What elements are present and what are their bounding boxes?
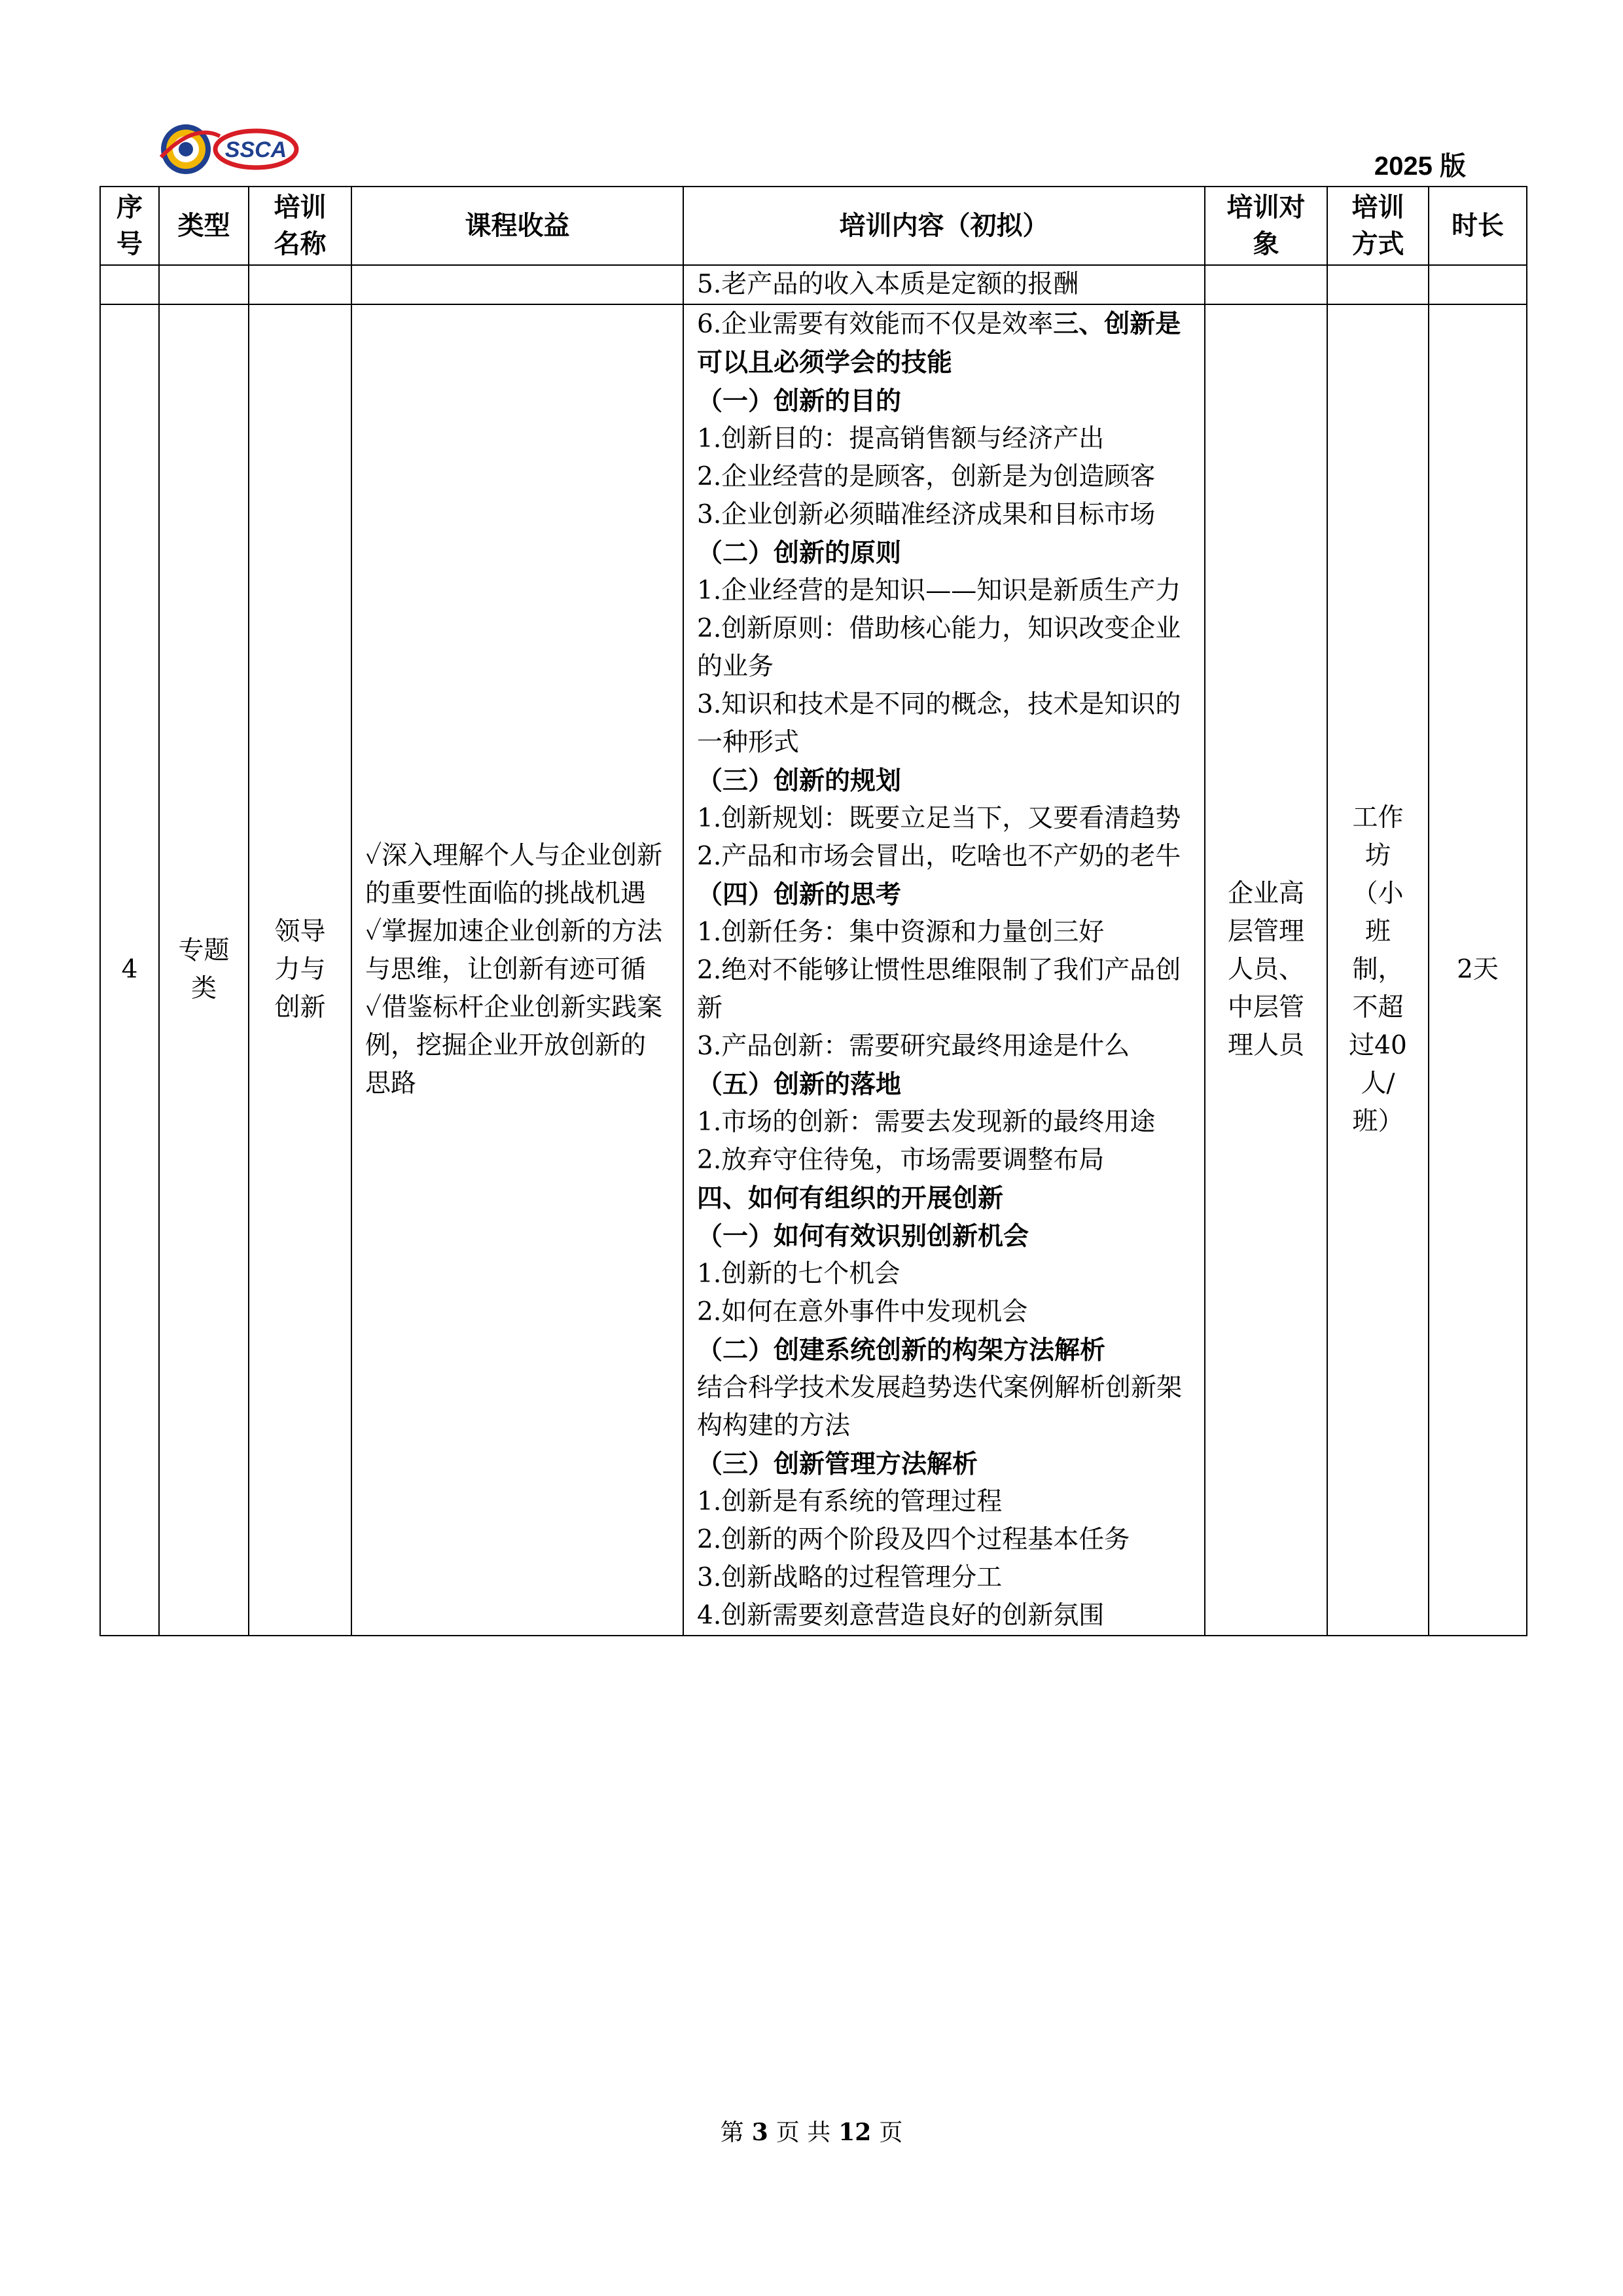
row-duration: 2天 xyxy=(1429,304,1527,1636)
content-item: 1.创新是有系统的管理过程 xyxy=(697,1487,1003,1516)
page-footer: 第 3 页 共 12 页 xyxy=(720,2119,903,2146)
content-item: 4.创新需要刻意营造良好的创新氛围 xyxy=(697,1601,1105,1630)
content-heading: （二）创新的原则 xyxy=(697,538,902,568)
content-heading: （三）创新的规划 xyxy=(697,766,902,796)
row-name: 领导力与创新 xyxy=(249,304,351,1636)
header-seq: 序号 xyxy=(100,187,159,265)
content-item: 1.市场的创新：需要去发现新的最终用途 xyxy=(697,1107,1156,1137)
content-item: 3.创新战略的过程管理分工 xyxy=(697,1563,1003,1592)
header-benefit: 课程收益 xyxy=(351,187,683,265)
table-header-row xyxy=(100,187,1527,265)
content-item: 2.企业经营的是顾客，创新是为创造顾客 xyxy=(697,462,1156,492)
content-heading: （三）创新管理方法解析 xyxy=(697,1449,978,1479)
content-item: 2.产品和市场会冒出，吃啥也不产奶的老牛 xyxy=(697,842,1181,871)
content-item: 3.知识和技术是不同的概念，技术是知识的一种形式 xyxy=(697,690,1181,757)
content-heading: （一）创新的目的 xyxy=(697,386,902,416)
content-item: 2.创新的两个阶段及四个过程基本任务 xyxy=(697,1525,1130,1554)
header-name: 培训名称 xyxy=(249,187,351,265)
content-heading: 四、如何有组织的开展创新 xyxy=(697,1183,1004,1213)
content-item: 2.放弃守住待兔，市场需要调整布局 xyxy=(697,1145,1105,1175)
header-type: 类型 xyxy=(159,187,249,265)
content-item: 1.企业经营的是知识——知识是新质生产力 xyxy=(697,576,1181,605)
content-item: 3.企业创新必须瞄准经济成果和目标市场 xyxy=(697,500,1156,529)
ssca-logo xyxy=(154,117,312,179)
continued-row xyxy=(100,265,1527,304)
row-type: 专题类 xyxy=(159,304,249,1636)
content-item: 结合科学技术发展趋势迭代案例解析创新架构构建的方法 xyxy=(697,1373,1183,1441)
content-list xyxy=(697,382,1191,1635)
row-target: 企业高层管理人员、中层管理人员 xyxy=(1205,304,1327,1636)
content-heading: （一）如何有效识别创新机会 xyxy=(697,1221,1029,1251)
content-item: 1.创新规划：既要立足当下，又要看清趋势 xyxy=(697,804,1181,833)
content-item: 1.创新目的：提高销售额与经济产出 xyxy=(697,424,1105,454)
header-duration: 时长 xyxy=(1429,187,1527,265)
content-item: 2.绝对不能够让惯性思维限制了我们产品创新 xyxy=(697,956,1181,1023)
content-heading: （四）创新的思考 xyxy=(697,880,902,910)
content-item: 2.创新原则：借助核心能力，知识改变企业的业务 xyxy=(697,614,1181,681)
content-item: 2.如何在意外事件中发现机会 xyxy=(697,1297,1028,1327)
header-target: 培训对象 xyxy=(1205,187,1327,265)
edition-label: 2025 版 xyxy=(1374,152,1466,181)
content-item: 1.创新的七个机会 xyxy=(697,1259,901,1289)
logo-text: SSCA xyxy=(224,137,287,162)
course-table xyxy=(99,186,1527,1636)
content-item: 6.企业需要有效能而不仅是效率三、创新是可以且必须学会的技能 xyxy=(697,309,1181,378)
header-content: 培训内容（初拟） xyxy=(683,187,1205,265)
row-benefits xyxy=(351,304,683,1636)
benefit-item: ✓掌握加速企业创新的方法与思维，让创新有迹可循 xyxy=(365,917,663,984)
table-row xyxy=(100,304,1527,1636)
content-item: 1.创新任务：集中资源和力量创三好 xyxy=(697,918,1105,947)
content-heading: （二）创建系统创新的构架方法解析 xyxy=(697,1335,1106,1365)
continued-content: 5.老产品的收入本质是定额的报酬 xyxy=(683,265,1205,304)
header-method: 培训方式 xyxy=(1327,187,1429,265)
benefit-item: ✓借鉴标杆企业创新实践案例，挖掘企业开放创新的思路 xyxy=(365,993,663,1098)
row-content xyxy=(683,304,1205,1636)
row-seq: 4 xyxy=(100,304,159,1636)
benefit-item: ✓深入理解个人与企业创新的重要性面临的挑战机遇 xyxy=(365,841,663,908)
row-method: 工作坊（小班制，不超过40人/班） xyxy=(1327,304,1429,1636)
content-heading: （五）创新的落地 xyxy=(697,1069,902,1100)
content-item: 3.产品创新：需要研究最终用途是什么 xyxy=(697,1031,1130,1061)
